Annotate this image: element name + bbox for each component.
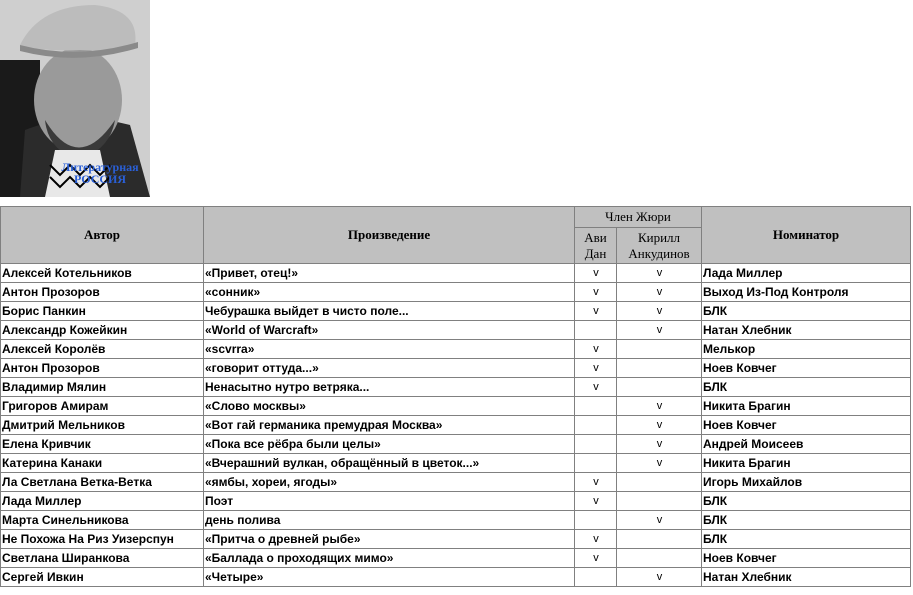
jury-kirill-ankudinov-mark: v: [617, 397, 702, 416]
work-cell: «говорит оттуда...»: [204, 359, 575, 378]
header-jury: Член Жюри: [575, 207, 702, 228]
nominator-cell: Никита Брагин: [702, 454, 911, 473]
nominator-cell: Игорь Михайлов: [702, 473, 911, 492]
author-cell: Елена Кривчик: [1, 435, 204, 454]
author-cell: Борис Панкин: [1, 302, 204, 321]
jury-kirill-ankudinov-mark: v: [617, 321, 702, 340]
author-cell: Марта Синельникова: [1, 511, 204, 530]
nominator-cell: БЛК: [702, 530, 911, 549]
table-row: [1, 340, 911, 359]
work-cell: «Слово москвы»: [204, 397, 575, 416]
jury-table: [0, 206, 911, 587]
table-row: [1, 568, 911, 587]
work-cell: «Баллада о проходящих мимо»: [204, 549, 575, 568]
author-cell: Лада Миллер: [1, 492, 204, 511]
jury-avi-dan-mark: v: [575, 549, 617, 568]
work-cell: «Четыре»: [204, 568, 575, 587]
table-row: [1, 416, 911, 435]
author-cell: Григоров Амирам: [1, 397, 204, 416]
table-row: [1, 454, 911, 473]
jury-kirill-ankudinov-mark: [617, 492, 702, 511]
table-row: [1, 473, 911, 492]
jury-avi-dan-mark: [575, 511, 617, 530]
table-body: [1, 264, 911, 587]
jury-kirill-ankudinov-mark: v: [617, 264, 702, 283]
jury-avi-dan-mark: [575, 454, 617, 473]
work-cell: «Вот гай германика премудрая Москва»: [204, 416, 575, 435]
table-row: [1, 492, 911, 511]
author-cell: Ла Светлана Ветка-Ветка: [1, 473, 204, 492]
author-cell: Сергей Ивкин: [1, 568, 204, 587]
nominator-cell: БЛК: [702, 302, 911, 321]
nominator-cell: Андрей Моисеев: [702, 435, 911, 454]
jury-avi-dan-mark: v: [575, 359, 617, 378]
work-cell: «ямбы, хореи, ягоды»: [204, 473, 575, 492]
author-cell: Дмитрий Мельников: [1, 416, 204, 435]
work-cell: день полива: [204, 511, 575, 530]
nominator-cell: Лада Миллер: [702, 264, 911, 283]
jury-avi-dan-mark: [575, 321, 617, 340]
table-row: [1, 397, 911, 416]
author-cell: Светлана Ширанкова: [1, 549, 204, 568]
nominator-cell: БЛК: [702, 492, 911, 511]
jury-avi-dan-mark: [575, 416, 617, 435]
header-work: Произведение: [204, 207, 575, 264]
author-cell: Алексей Королёв: [1, 340, 204, 359]
jury-avi-dan-mark: v: [575, 264, 617, 283]
author-photo: [0, 0, 150, 197]
header-jury-kirill-ankudinov: Кирилл Анкудинов: [617, 228, 702, 264]
author-cell: Антон Прозоров: [1, 359, 204, 378]
newspaper-logo: Литературная РОССИЯ: [61, 160, 139, 186]
jury-kirill-ankudinov-mark: [617, 340, 702, 359]
jury-avi-dan-mark: v: [575, 473, 617, 492]
jury-avi-dan-mark: v: [575, 283, 617, 302]
table-row: [1, 549, 911, 568]
table-row: [1, 378, 911, 397]
nominator-cell: БЛК: [702, 511, 911, 530]
nominator-cell: БЛК: [702, 378, 911, 397]
author-cell: Александр Кожейкин: [1, 321, 204, 340]
table-row: [1, 321, 911, 340]
jury-avi-dan-mark: v: [575, 530, 617, 549]
author-cell: Владимир Мялин: [1, 378, 204, 397]
header-author: Автор: [1, 207, 204, 264]
jury-kirill-ankudinov-mark: [617, 530, 702, 549]
jury-avi-dan-mark: v: [575, 302, 617, 321]
jury-kirill-ankudinov-mark: v: [617, 283, 702, 302]
nominator-cell: Никита Брагин: [702, 397, 911, 416]
author-cell: Катерина Канаки: [1, 454, 204, 473]
jury-kirill-ankudinov-mark: [617, 549, 702, 568]
table-row: [1, 283, 911, 302]
jury-kirill-ankudinov-mark: v: [617, 568, 702, 587]
author-cell: Алексей Котельников: [1, 264, 204, 283]
author-cell: Не Похожа На Риз Уизерспун: [1, 530, 204, 549]
jury-kirill-ankudinov-mark: v: [617, 416, 702, 435]
jury-kirill-ankudinov-mark: [617, 378, 702, 397]
jury-avi-dan-mark: [575, 568, 617, 587]
nominator-cell: Выход Из-Под Контроля: [702, 283, 911, 302]
jury-avi-dan-mark: [575, 435, 617, 454]
jury-kirill-ankudinov-mark: v: [617, 302, 702, 321]
jury-avi-dan-mark: v: [575, 378, 617, 397]
nominator-cell: Мелькор: [702, 340, 911, 359]
table-row: [1, 359, 911, 378]
jury-kirill-ankudinov-mark: v: [617, 435, 702, 454]
work-cell: «World of Warcraft»: [204, 321, 575, 340]
nominator-cell: Ноев Ковчег: [702, 359, 911, 378]
nominator-cell: Натан Хлебник: [702, 568, 911, 587]
header-nominator: Номинатор: [702, 207, 911, 264]
jury-avi-dan-mark: v: [575, 492, 617, 511]
jury-kirill-ankudinov-mark: v: [617, 511, 702, 530]
jury-kirill-ankudinov-mark: [617, 359, 702, 378]
jury-kirill-ankudinov-mark: [617, 473, 702, 492]
work-cell: «Привет, отец!»: [204, 264, 575, 283]
nominator-cell: Натан Хлебник: [702, 321, 911, 340]
header-jury-avi-dan: Ави Дан: [575, 228, 617, 264]
work-cell: Чебурашка выйдет в чисто поле...: [204, 302, 575, 321]
table-row: [1, 264, 911, 283]
jury-avi-dan-mark: [575, 397, 617, 416]
table-row: [1, 511, 911, 530]
work-cell: «Притча о древней рыбе»: [204, 530, 575, 549]
work-cell: Поэт: [204, 492, 575, 511]
work-cell: «scvrra»: [204, 340, 575, 359]
nominator-cell: Ноев Ковчег: [702, 549, 911, 568]
jury-kirill-ankudinov-mark: v: [617, 454, 702, 473]
author-cell: Антон Прозоров: [1, 283, 204, 302]
table-row: [1, 302, 911, 321]
nominator-cell: Ноев Ковчег: [702, 416, 911, 435]
work-cell: Ненасытно нутро ветряка...: [204, 378, 575, 397]
table-row: [1, 435, 911, 454]
work-cell: «сонник»: [204, 283, 575, 302]
table-row: [1, 530, 911, 549]
work-cell: «Вчерашний вулкан, обращённый в цветок...»: [204, 454, 575, 473]
work-cell: «Пока все рёбра были целы»: [204, 435, 575, 454]
jury-avi-dan-mark: v: [575, 340, 617, 359]
